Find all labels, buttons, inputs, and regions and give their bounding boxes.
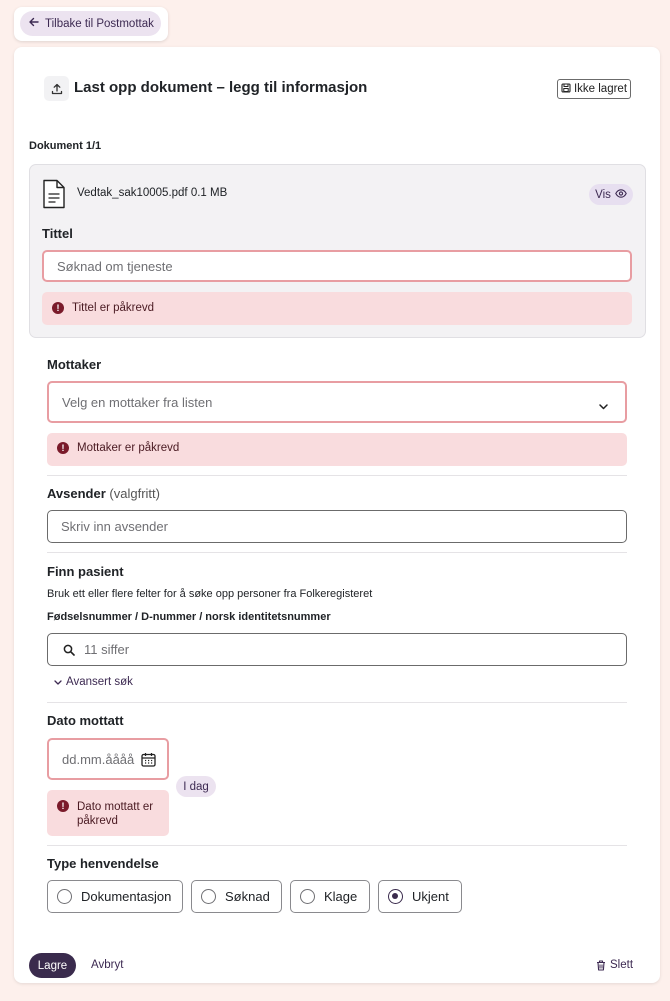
trash-icon bbox=[596, 960, 606, 971]
patient-id-search-input[interactable] bbox=[47, 633, 627, 666]
sender-input-placeholder: Skriv inn avsender bbox=[61, 519, 168, 534]
sender-input[interactable] bbox=[47, 510, 627, 543]
divider bbox=[47, 702, 627, 703]
calendar-icon[interactable] bbox=[141, 752, 156, 770]
sender-optional-text: (valgfritt) bbox=[109, 486, 160, 501]
radio-label: Klage bbox=[324, 889, 358, 904]
today-button[interactable]: I dag bbox=[176, 776, 216, 797]
radio-label: Søknad bbox=[225, 889, 270, 904]
radio-label: Ukjent bbox=[412, 889, 449, 904]
sender-label-text: Avsender bbox=[47, 486, 106, 501]
search-icon bbox=[63, 644, 75, 656]
radio-circle bbox=[300, 889, 315, 904]
save-status-text: Ikke lagret bbox=[573, 83, 628, 95]
cancel-button[interactable]: Avbryt bbox=[91, 959, 124, 971]
title-label: Tittel bbox=[42, 226, 73, 241]
patient-id-placeholder: 11 siffer bbox=[84, 642, 130, 657]
back-button-label: Tilbake til Postmottak bbox=[45, 17, 154, 30]
patient-id-label: Fødselsnummer / D-nummer / norsk identitetsnummer bbox=[47, 611, 331, 623]
arrow-left-icon bbox=[29, 17, 39, 30]
error-icon: ! bbox=[52, 302, 64, 314]
recipient-select[interactable] bbox=[47, 381, 627, 423]
delete-button[interactable] bbox=[596, 959, 633, 971]
chevron-down-icon bbox=[599, 398, 608, 413]
divider bbox=[47, 475, 627, 476]
radio-soknad[interactable] bbox=[191, 880, 282, 913]
back-to-postmottak-button[interactable] bbox=[20, 11, 161, 36]
radio-klage[interactable] bbox=[290, 880, 370, 913]
recipient-label: Mottaker bbox=[47, 357, 102, 372]
page-title: Last opp dokument – legg til informasjon bbox=[74, 79, 368, 96]
radio-circle-selected bbox=[388, 889, 403, 904]
radio-label: Dokumentasjon bbox=[81, 889, 172, 904]
floppy-disk-icon bbox=[561, 83, 571, 96]
recipient-select-placeholder: Velg en mottaker fra listen bbox=[62, 394, 213, 410]
title-input[interactable] bbox=[42, 250, 632, 282]
view-document-button[interactable] bbox=[589, 184, 633, 205]
radio-dokumentasjon[interactable] bbox=[47, 880, 183, 913]
radio-circle bbox=[201, 889, 216, 904]
divider bbox=[47, 845, 627, 846]
date-error-text: Dato mottatt er påkrevd bbox=[77, 801, 154, 827]
file-name: Vedtak_sak10005.pdf bbox=[77, 187, 188, 199]
eye-icon bbox=[615, 189, 627, 201]
upload-icon bbox=[44, 76, 69, 101]
advanced-search-toggle[interactable] bbox=[54, 676, 133, 688]
inquiry-type-label: Type henvendelse bbox=[47, 856, 159, 871]
title-error bbox=[42, 292, 632, 325]
view-label: Vis bbox=[595, 188, 611, 201]
date-received-input[interactable] bbox=[47, 738, 169, 780]
file-size: 0.1 MB bbox=[190, 187, 228, 199]
find-patient-help: Bruk ett eller flere felter for å søke opp personer fra Folkeregisteret bbox=[47, 588, 373, 600]
title-error-text: Tittel er påkrevd bbox=[72, 302, 155, 314]
advanced-search-label: Avansert søk bbox=[66, 676, 133, 688]
error-icon: ! bbox=[57, 800, 69, 812]
file-name-and-size bbox=[77, 187, 227, 199]
radio-circle bbox=[57, 889, 72, 904]
error-icon: ! bbox=[57, 442, 69, 454]
divider bbox=[47, 552, 627, 553]
date-placeholder: dd.mm.åååå bbox=[62, 751, 135, 767]
delete-label: Slett bbox=[610, 959, 634, 971]
date-received-label: Dato mottatt bbox=[47, 713, 124, 728]
save-button[interactable]: Lagre bbox=[29, 953, 76, 978]
sender-label bbox=[47, 486, 160, 501]
find-patient-label: Finn pasient bbox=[47, 564, 124, 579]
date-error bbox=[47, 790, 169, 836]
document-count: Dokument 1/1 bbox=[29, 140, 102, 152]
chevron-down-icon bbox=[54, 680, 62, 685]
save-status-badge bbox=[557, 79, 631, 99]
recipient-error bbox=[47, 433, 627, 466]
recipient-error-text: Mottaker er påkrevd bbox=[77, 442, 180, 454]
file-icon bbox=[42, 179, 66, 212]
radio-ukjent[interactable] bbox=[378, 880, 462, 913]
title-input-placeholder: Søknad om tjeneste bbox=[57, 258, 173, 274]
